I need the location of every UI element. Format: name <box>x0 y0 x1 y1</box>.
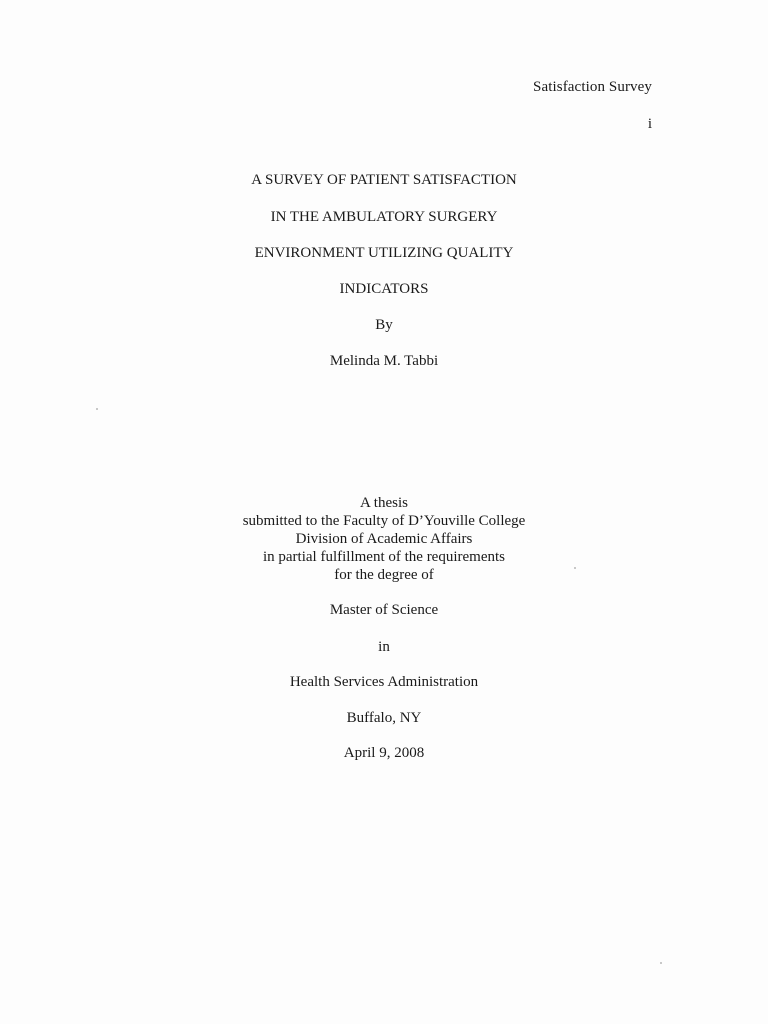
scan-speck <box>574 567 576 569</box>
thesis-line-1: A thesis <box>360 495 408 511</box>
thesis-line-5: for the degree of <box>334 567 434 583</box>
date: April 9, 2008 <box>343 745 425 761</box>
running-head: Satisfaction Survey <box>533 79 652 95</box>
location: Buffalo, NY <box>346 710 422 726</box>
scan-speck <box>96 408 98 410</box>
title-line-3: ENVIRONMENT UTILIZING QUALITY <box>254 245 514 261</box>
page-number: i <box>647 116 652 132</box>
title-line-4: INDICATORS <box>339 281 429 297</box>
degree-connector: in <box>378 639 390 655</box>
title-line-1: A SURVEY OF PATIENT SATISFACTION <box>251 172 517 188</box>
thesis-line-3: Division of Academic Affairs <box>295 531 473 547</box>
scan-speck <box>660 962 662 964</box>
byline-by: By <box>375 317 393 333</box>
title-line-2: IN THE AMBULATORY SURGERY <box>270 209 498 225</box>
author-name: Melinda M. Tabbi <box>329 353 439 369</box>
thesis-line-2: submitted to the Faculty of D’Youville College <box>242 513 526 529</box>
degree-field: Health Services Administration <box>289 674 479 690</box>
degree-name: Master of Science <box>329 602 439 618</box>
thesis-line-4: in partial fulfillment of the requirements <box>262 549 505 565</box>
